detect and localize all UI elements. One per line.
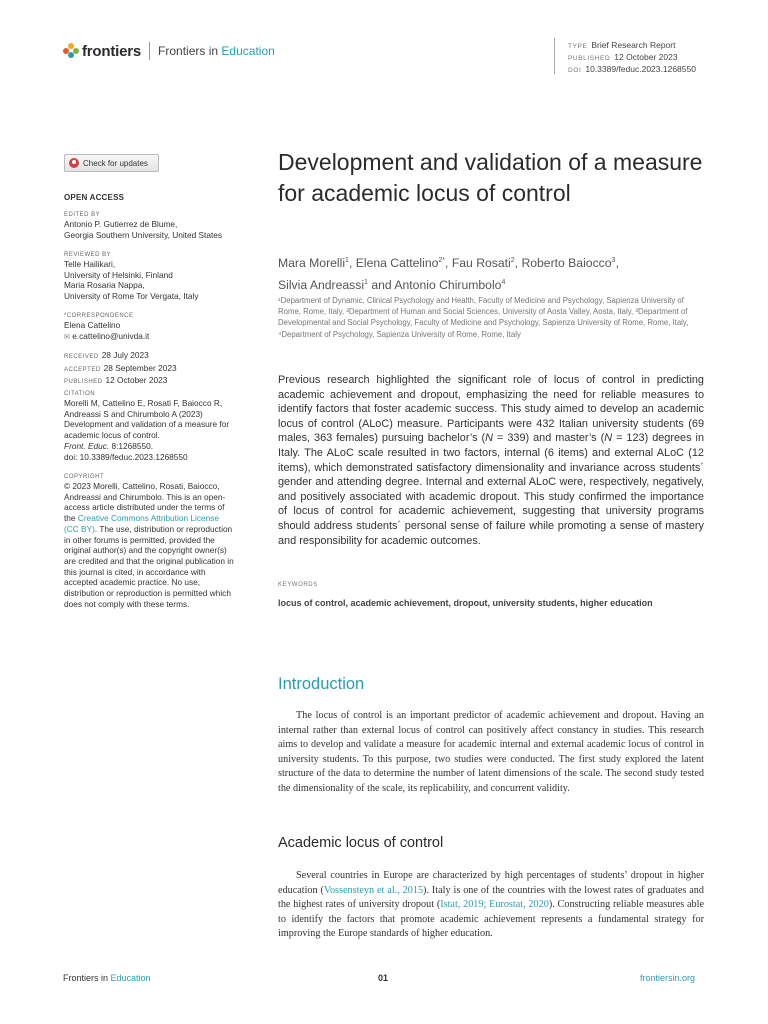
reviewed-by: [64, 251, 264, 302]
keywords: locus of control, academic achievement, dropout, university students, higher education: [278, 598, 653, 608]
correspondence-email-row[interactable]: [64, 331, 264, 344]
reviewer-1-affiliation: University of Helsinki, Finland: [64, 269, 173, 280]
citation-volume: 8:1268550.: [109, 440, 154, 451]
cc-by-link[interactable]: (CC BY): [64, 523, 95, 534]
reviewed-by-heading: REVIEWED BY: [64, 252, 112, 258]
meta-divider: [554, 38, 555, 74]
author[interactable]: Roberto Baiocco$^3$: [521, 256, 616, 271]
journal-name[interactable]: [158, 44, 275, 58]
copyright: COPYRIGHT © 2023 Morelli, Cattelino, Rosati, Baiocco, Andreassi and Chirumbolo. This is an open- access article distributed under the terms of the Creative Commons Attribution License (CC BY). The use, distribution or reproduction in other forums is permitted, provided the original author(s) and the copyright owner(s) are credited and that the original publication in this journal is cited, in accordance with accepted academic practice. No use, distribution or reproduction is permitted which does not comply with these terms.: [64, 473, 264, 609]
abstract: Previous research highlighted the significant role of locus of control in predicting academic achievement and dropout, emphasizing the need for reliable measures to identify factors that foster academic success. This study aimed to develop an academic locus of control (ALoC) measure. Participants were 432 Italian university students (69 males, 363 females) pursuing bachelor’s (N = 339) and master’s (N = 123) degrees in Italy. The ALoC scale resulted in two factors, internal (6 items) and external ALoC (12 items), which demonstrated satisfactory dimensionality and invariance across students´ gender and attending degree. Internal and external ALoC were, respectively, negatively, and positively associated with academic dropout. This study confirmed the importance of locus of control for academic achievement, suggesting that university programs should address students´ personal sense of failure while promoting a sense of mastery and responsibility for academic outcomes.: [278, 374, 705, 547]
author[interactable]: Mara Morelli$^1$: [278, 256, 349, 271]
correspondence-name: Elena Cattelino: [64, 320, 121, 330]
accepted-date: ACCEPTED 28 September 2023: [64, 362, 177, 373]
check-for-updates-button[interactable]: [64, 154, 159, 172]
keywords-heading: KEYWORDS: [278, 582, 318, 588]
citation-journal: Front. Educ.: [64, 440, 110, 451]
published-date: PUBLISHED 12 October 2023: [568, 52, 678, 62]
introduction-heading: Introduction: [278, 675, 365, 693]
envelope-icon: ✉: [64, 333, 70, 341]
reference-link[interactable]: Vossensteyn et al., 2015: [323, 884, 424, 896]
copyright-heading: COPYRIGHT: [64, 474, 105, 480]
journal-prefix: Frontiers in: [158, 44, 219, 58]
edited-by-heading: EDITED BY: [64, 212, 101, 218]
footer-journal[interactable]: Frontiers in Education: [63, 973, 151, 983]
correspondence: [64, 312, 264, 343]
brand-name: frontiers: [82, 42, 142, 60]
academic-locus-heading: Academic locus of control: [278, 835, 444, 851]
published-date-sidebar: PUBLISHED 12 October 2023: [64, 375, 168, 386]
editor-name: Antonio P. Gutierrez de Blume,: [64, 219, 178, 229]
correspondence-email: e.cattelino@univda.it: [72, 330, 150, 341]
reviewer-2-name: Maria Rosaria Nappa,: [64, 280, 145, 291]
dates: [64, 350, 264, 388]
citation-heading: CITATION: [64, 391, 96, 397]
cc-license-link[interactable]: Creative Commons Attribution License: [77, 513, 219, 524]
reference-link[interactable]: Istat, 2019; Eurostat, 2020: [440, 899, 549, 911]
footer-site-link[interactable]: frontiersin.org: [640, 973, 696, 983]
received-date: RECEIVED 28 July 2023: [64, 350, 149, 360]
frontiers-logo-icon: [63, 43, 79, 59]
header-divider: [149, 42, 150, 60]
author[interactable]: Silvia Andreassi$^1$: [278, 278, 368, 293]
citation: CITATION Morelli M, Cattelino E, Rosati F, Baiocco R, Andreassi S and Chirumbolo A (2023) Development and validation of a measure for academic locus of control. Front. Educ. 8:1268550. doi: 10.3389/feduc.2023.1268550: [64, 390, 264, 462]
journal-title: Education: [221, 44, 275, 58]
article-title: Development and validation of a measure for academic locus of control: [278, 149, 703, 206]
correspondence-heading: *CORRESPONDENCE: [64, 313, 134, 319]
doi[interactable]: DOI 10.3389/feduc.2023.1268550: [568, 64, 696, 74]
editor-affiliation: Georgia Southern University, United States: [64, 229, 223, 240]
check-for-updates-label: Check for updates: [83, 158, 148, 168]
introduction-paragraph: The locus of control is an important predictor of academic achievement and dropout. Having an internal rather than external locus of control can positively affect constancy in studies. This research aims to develop and validate a measure for academic internal and external academic locus of control in university students. To this purpose, two studies were conducted. The first study explored the latent structure of the data to determine the number of latent dimensions of the scale. The second study tested the dimensionality of the scale, its replicability, and concurrent validity.: [278, 710, 704, 794]
reviewer-2-affiliation: University of Rome Tor Vergata, Italy: [64, 291, 199, 302]
frontiers-logo[interactable]: [63, 42, 275, 60]
citation-doi: doi: 10.3389/feduc.2023.1268550: [64, 451, 188, 462]
author[interactable]: Elena Cattelino$^{2*}$: [355, 256, 446, 271]
author[interactable]: Fau Rosati$^2$: [451, 256, 515, 271]
update-icon: [69, 158, 79, 168]
affiliations: ¹Department of Dynamic, Clinical Psychology and Health, Faculty of Medicine and Psychology, Sapienza University of Rome, Rome, Italy, ²Department of Human and Social Sciences, University of Aosta Valley, Aosta, Italy, ³Department of Developmental and Social Psychology, Faculty of Medicine and Psychology, Sapienza University of Rome, Rome, Italy, ⁴Department of Psychology, Sapienza University of Rome, Rome, Italy: [278, 296, 689, 339]
edited-by: [64, 211, 264, 240]
open-access-label: OPEN ACCESS: [64, 193, 125, 202]
article-type: TYPE Brief Research Report: [568, 40, 676, 50]
author-list: Mara Morelli$^1$, Elena Cattelino$^{2*}$, Fau Rosati$^2$, Roberto Baiocco$^3$, Silvia Andreassi$^1$ and Antonio Chirumbolo$^4$: [278, 256, 619, 293]
author[interactable]: Antonio Chirumbolo$^4$: [394, 278, 506, 293]
reviewer-1-name: Telle Hailikari,: [64, 259, 116, 269]
page-number: 01: [378, 973, 389, 983]
academic-locus-paragraph: Several countries in Europe are characterized by high percentages of students’ dropout in higher education (Vossensteyn et al., 2015). Italy is one of the countries with the lowest rates of graduates and the highest rates of university dropout (Istat, 2019; Eurostat, 2020). Constructing reliable measures able to identify the factors that promote academic achievement represents a fundamental strategy for improving the Europe standards of higher education.: [278, 870, 705, 940]
